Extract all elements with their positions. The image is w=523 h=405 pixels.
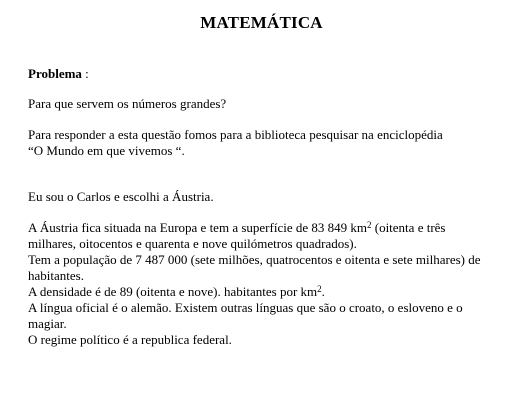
area-line-2: milhares, oitocentos e quarenta e nove quilómetros quadrados). — [28, 236, 357, 251]
area-text-a: A Áustria fica situada na Europa e tem a superfície de 83 849 km — [28, 220, 367, 235]
population-line-1: Tem a população de 7 487 000 (sete milhões, quatrocentos e oitenta e sete milhares) de — [28, 252, 481, 267]
problem-colon: : — [81, 66, 89, 81]
area-line-1 — [28, 220, 512, 235]
regime-line: O regime político é a republica federal. — [28, 332, 232, 347]
area-superscript: 2 — [366, 220, 372, 230]
density-text-a: A densidade é de 89 (oitenta e nove). habitantes por km — [28, 284, 318, 299]
problem-label: Problema — [28, 66, 82, 81]
density-text-b: . — [321, 284, 325, 299]
student-intro: Eu sou o Carlos e escolhi a Áustria. — [28, 189, 214, 204]
area-text-b: (oitenta e três — [371, 220, 446, 235]
population-line-2: habitantes. — [28, 268, 84, 283]
density-line — [28, 284, 512, 299]
intro-line-2: “O Mundo em que vivemos “. — [28, 143, 185, 158]
question-line: Para que servem os números grandes? — [28, 96, 227, 111]
intro-line-1: Para responder a esta questão fomos para a biblioteca pesquisar na enciclopédia — [28, 127, 443, 142]
language-line-1: A língua oficial é o alemão. Existem outras línguas que são o croato, o esloveno e o — [28, 300, 463, 315]
density-superscript: 2 — [317, 284, 322, 294]
language-line-2: magiar. — [28, 316, 67, 331]
page-title: MATEMÁTICA — [200, 13, 323, 32]
problem-heading — [28, 66, 512, 81]
